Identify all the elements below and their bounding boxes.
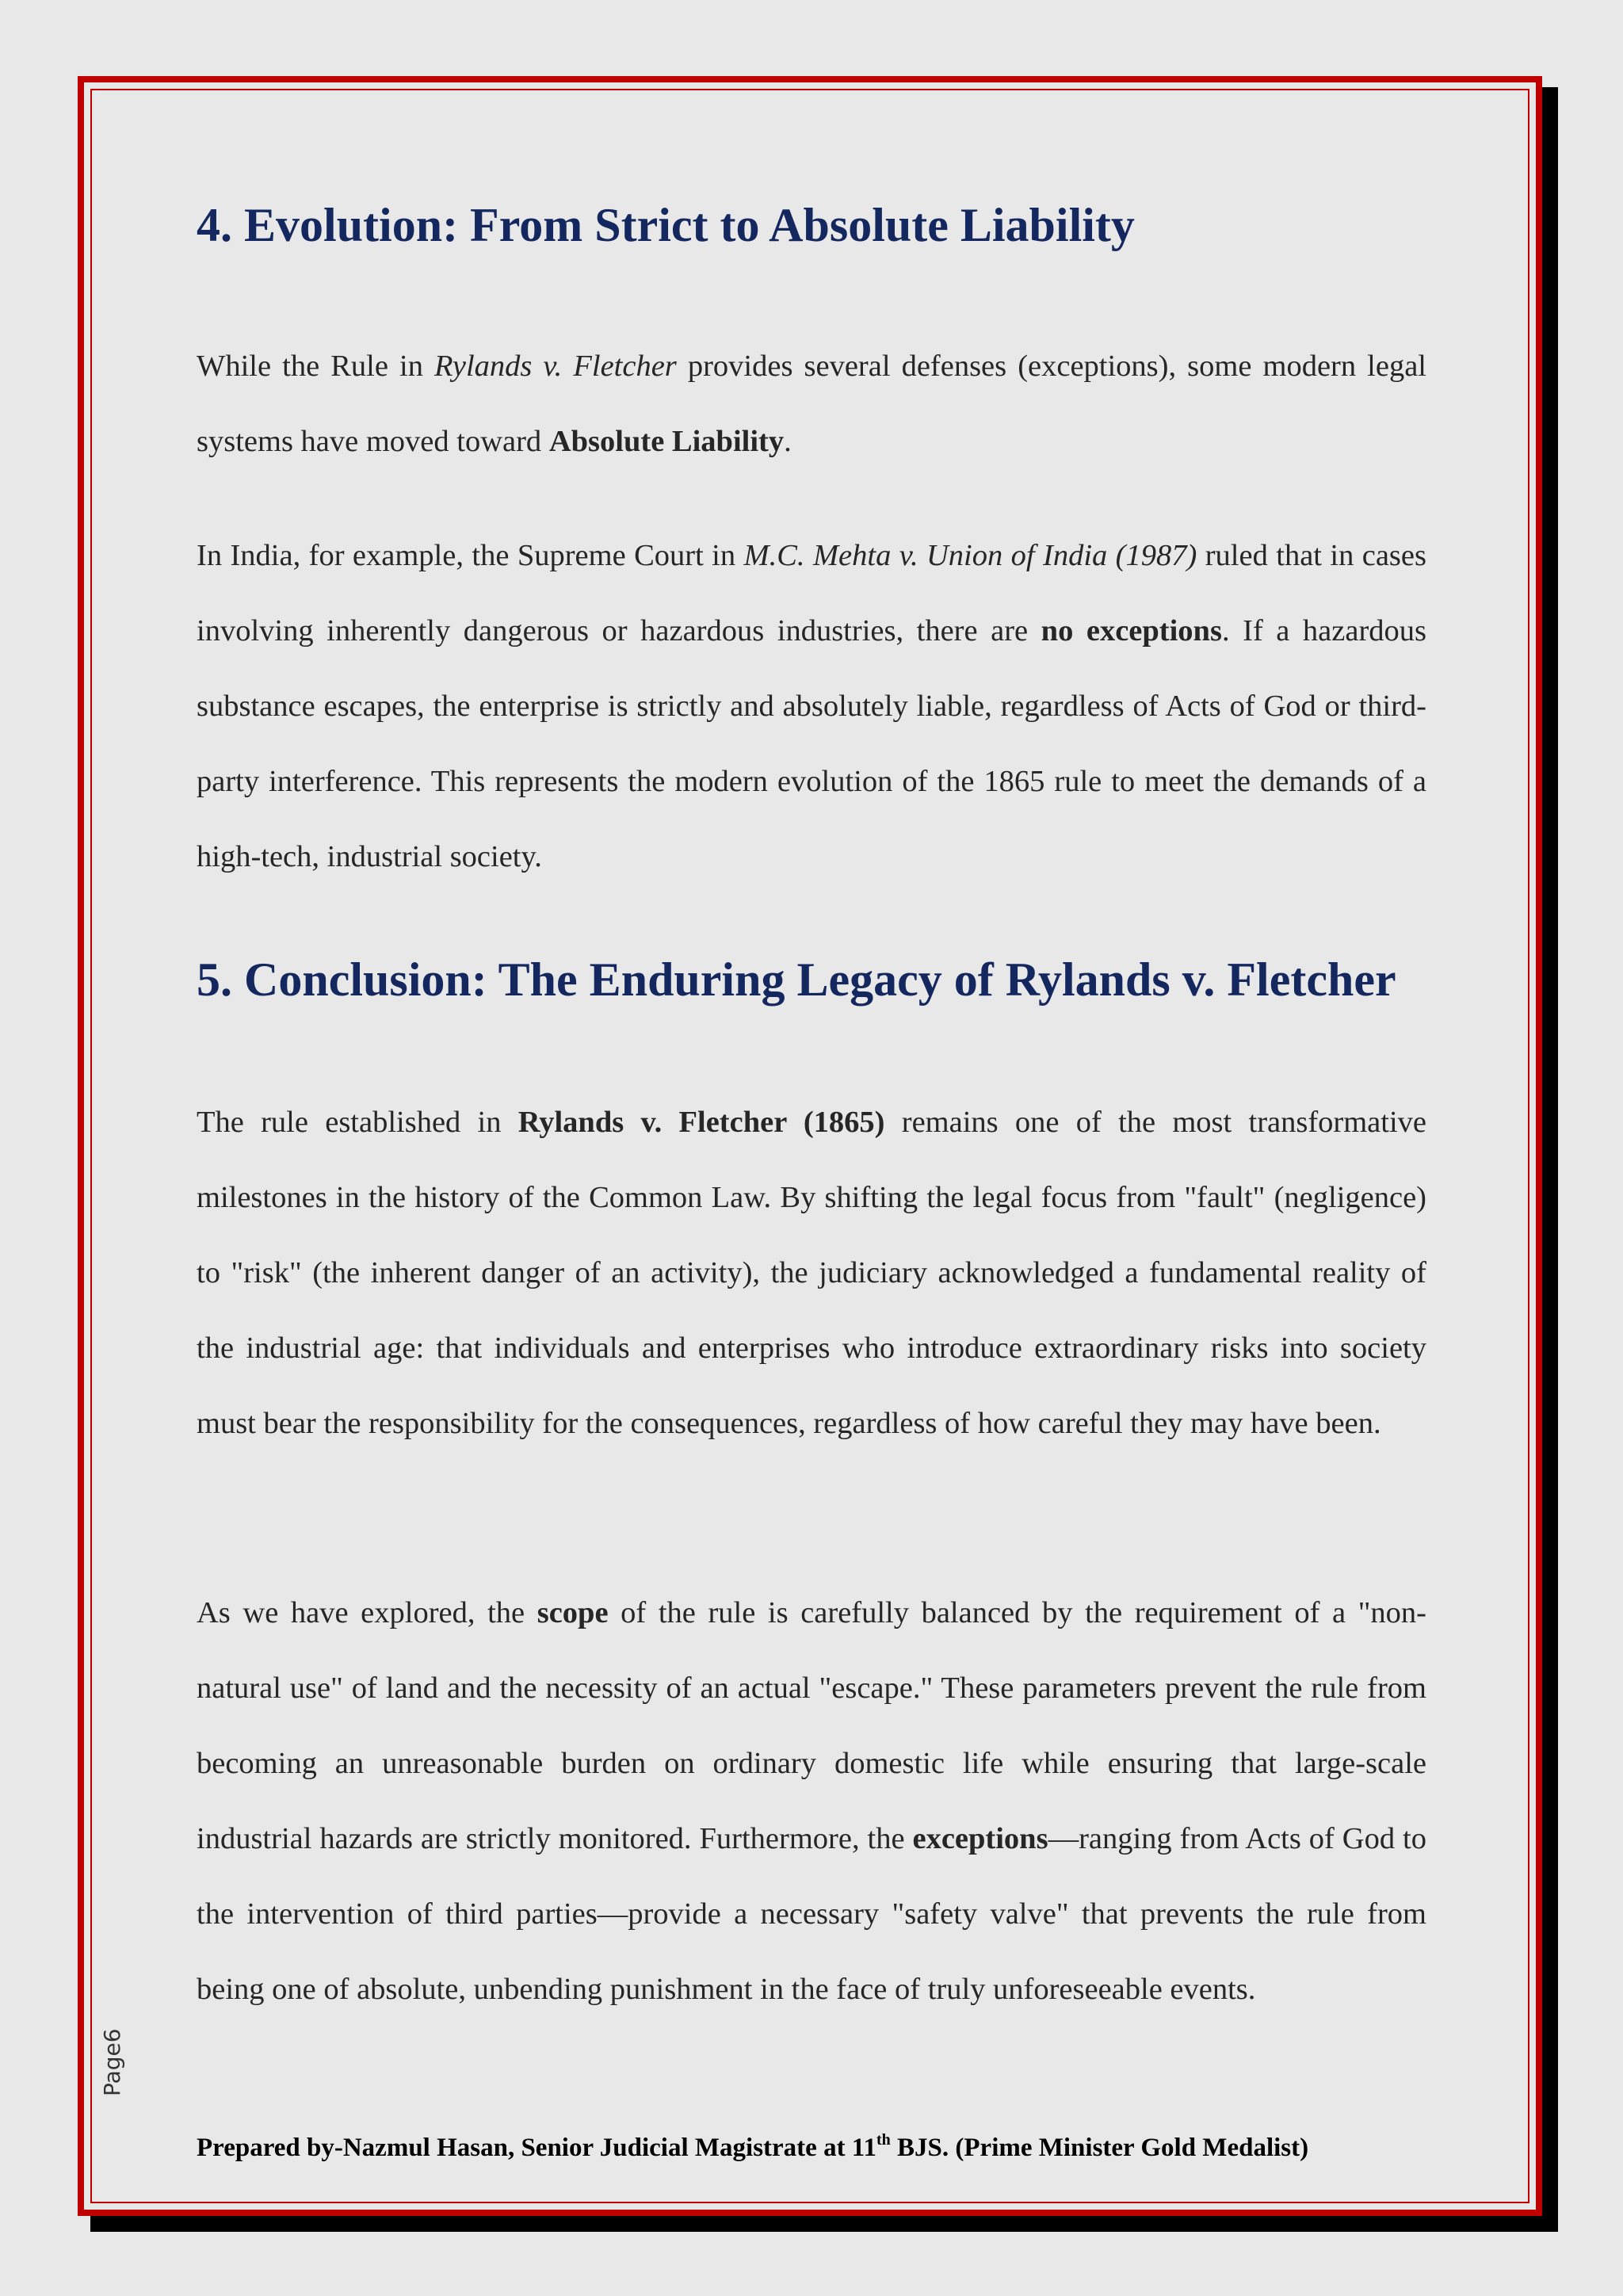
bold-text: scope [537,1596,609,1629]
footer-text: Prepared by-Nazmul Hasan, Senior Judicial Magistrate at 11 [197,2134,876,2162]
paragraph [197,1576,1426,2027]
text-run: ruled that in cases involving inherently dangerous or hazardous industries, there are [197,539,1426,648]
section-heading-evolution: 4. Evolution: From Strict to Absolute Liability [197,199,1135,251]
text-run: —ranging from Acts of God to the intervention of third parties—provide a necessary "safety valve" that prevents the rule from being one of absolute, unbending punishment in the face of truly unforeseeable events. [197,1822,1426,2006]
page-number: Page6 [99,2028,125,2096]
paragraph [197,1085,1426,1461]
section-heading-conclusion: 5. Conclusion: The Enduring Legacy of Rylands v. Fletcher [197,953,1396,1006]
bold-text: Rylands v. Fletcher (1865) [517,1106,885,1139]
footer-credit [197,2130,1308,2165]
text-run: While the Rule in [197,350,435,383]
text-run: As we have explored, the [197,1596,537,1629]
footer-text-end: BJS. (Prime Minister Gold Medalist) [890,2134,1309,2162]
italic-text: Rylands v. Fletcher [434,350,677,383]
paragraph [197,518,1426,895]
text-run: remains one of the most transformative milestones in the history of the Common Law. By shifting the legal focus from "fault" (negligence) to "risk" (the inherent danger of an activity), the judiciary acknowledged a fundamental reality of the industrial age: that individuals and enterprises who introduce extraordinary risks into society must bear the responsibility for the consequences, regardless of how careful they may have been. [197,1106,1426,1440]
text-run: The rule established in [197,1106,518,1139]
bold-text: Absolute Liability [548,425,785,458]
text-run: provides several defenses (exceptions), some modern legal systems have moved toward [197,350,1426,458]
bold-text: exceptions [912,1822,1048,1855]
bold-text: no exceptions [1041,614,1222,648]
text-run: . If a hazardous substance escapes, the enterprise is strictly and absolutely liable, regardless of Acts of God or third-party interference. This represents the modern evolution of the 1865 rule to meet the demands of a high-tech, industrial society. [197,614,1426,873]
text-run: . [784,425,792,458]
italic-text: M.C. Mehta v. Union of India (1987) [743,539,1197,572]
text-run: In India, for example, the Supreme Court in [197,539,744,572]
text-run: of the rule is carefully balanced by the requirement of a "non-natural use" of land and the necessity of an actual "escape." These parameters prevent the rule from becoming an unreasonable burden on ordinary domestic life while ensuring that large-scale industrial hazards are strictly monitored. Furthermore, the [197,1596,1426,1855]
footer-superscript: th [876,2131,891,2149]
paragraph [197,329,1426,479]
